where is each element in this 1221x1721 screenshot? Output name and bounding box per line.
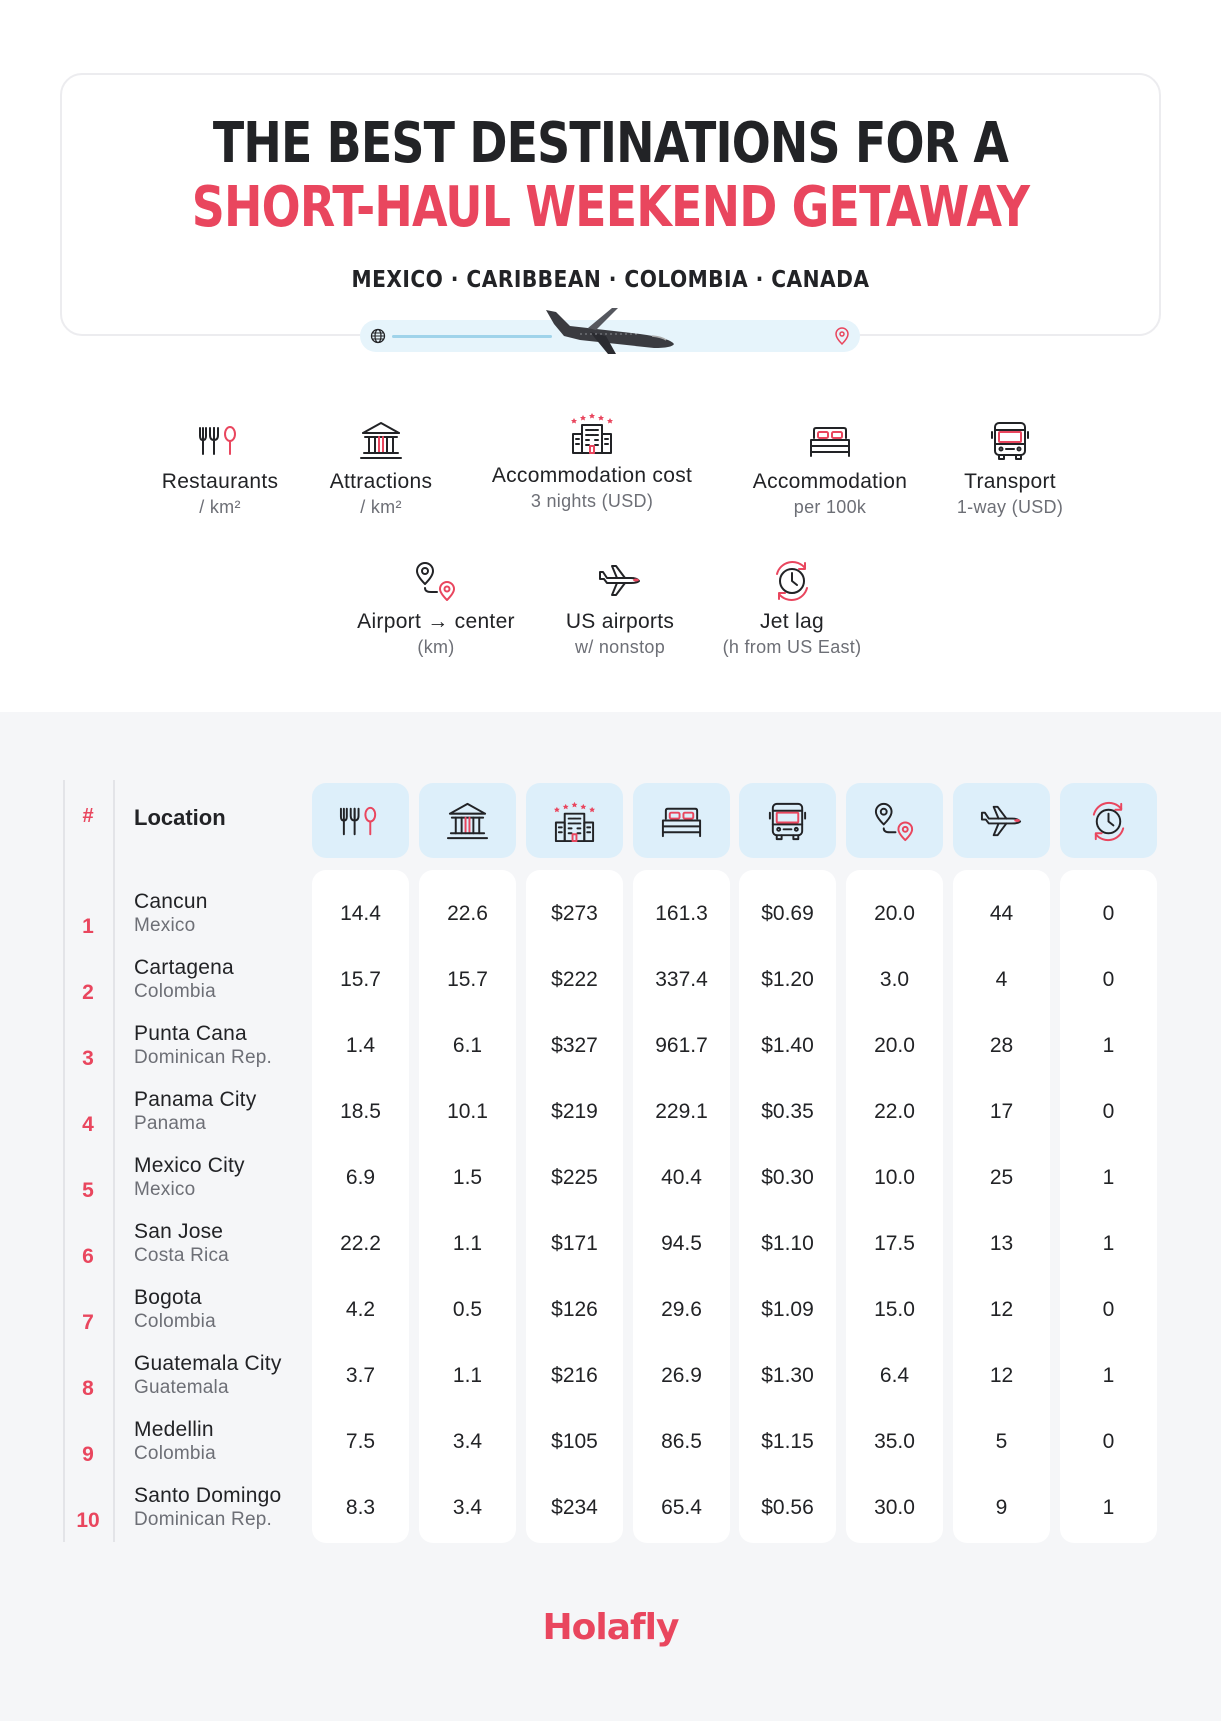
table-cell: 10.0 [874,1166,915,1189]
country-name: Costa Rica [134,1245,229,1266]
city-name: Santo Domingo [134,1484,282,1507]
ranking-table [0,712,1221,1721]
restaurant-icon [150,418,290,464]
location-header: Location [134,805,226,830]
attraction-icon [311,418,451,464]
rank-number: 6 [82,1245,94,1268]
clock-icon [712,558,872,604]
legend-title: Airport → center [357,610,515,633]
bed-icon [740,418,920,464]
rank-number: 9 [82,1443,94,1466]
table-cell: 3.7 [345,1364,376,1387]
table-cell: 0 [1102,1298,1115,1321]
legend-airport-center [346,558,526,658]
table-cell: $0.35 [761,1100,814,1123]
table-cell: 1.5 [452,1166,483,1189]
plane-icon [545,558,695,604]
table-cell: 15.7 [447,968,488,991]
table-cell: 7.5 [345,1430,376,1453]
rank-number: 4 [82,1113,94,1136]
column-header [1060,783,1157,858]
table-cell: 30.0 [874,1496,915,1519]
rank-header: # [82,805,94,827]
table-cell: $1.30 [761,1364,814,1387]
rank-number: 2 [82,981,94,1004]
table-cell: 12 [989,1298,1014,1321]
legend-subtitle: (km) [417,637,455,657]
page-title-line2: SHORT-HAUL WEEKEND GETAWAY [191,175,1030,240]
route-icon [346,558,526,604]
table-cell: 13 [989,1232,1014,1255]
table-cell: 22.2 [340,1232,381,1255]
table-cell: 6.9 [345,1166,376,1189]
table-cell: 94.5 [661,1232,702,1255]
table-cell: 40.4 [661,1166,702,1189]
legend-subtitle: / km² [199,497,241,517]
table-cell: $105 [551,1430,598,1453]
city-name: San Jose [134,1220,224,1243]
table-cell: 3.4 [452,1496,483,1519]
table-cell: 65.4 [661,1496,702,1519]
table-cell: 1.1 [452,1364,483,1387]
table-cell: $171 [551,1232,598,1255]
rank-number: 1 [82,915,94,938]
country-name: Panama [134,1113,206,1134]
country-name: Colombia [134,981,216,1002]
legend-title: Restaurants [161,470,279,493]
table-cell: 0 [1102,968,1115,991]
legend-title: Jet lag [760,610,824,633]
city-name: Panama City [134,1088,257,1111]
hotel-icon [472,410,712,456]
country-name: Guatemala [134,1377,229,1398]
table-cell: 6.1 [452,1034,483,1057]
table-cell: 15.0 [874,1298,915,1321]
legend-attractions [311,418,451,518]
table-cell: $222 [551,968,598,991]
brand-logo: Holafly [542,1607,679,1648]
country-name: Colombia [134,1443,216,1464]
rank-number: 7 [82,1311,94,1334]
route-progress-line [392,335,552,338]
table-cell: $327 [551,1034,598,1057]
rank-number: 5 [82,1179,94,1202]
table-cell: 26.9 [661,1364,702,1387]
table-cell: $273 [551,902,598,925]
legend-title: US airports [565,610,675,633]
city-name: Guatemala City [134,1352,282,1375]
table-cell: 3.0 [879,968,910,991]
table-cell: 1 [1102,1232,1115,1255]
table-cell: 8.3 [345,1496,376,1519]
table-cell: 4 [995,968,1008,991]
table-cell: 17.5 [874,1232,915,1255]
city-name: Punta Cana [134,1022,247,1045]
column-header [312,783,409,858]
legend-subtitle: w/ nonstop [574,637,666,657]
country-name: Colombia [134,1311,216,1332]
table-cell: 9 [995,1496,1008,1519]
country-name: Mexico [134,915,196,936]
table-cell: 961.7 [655,1034,708,1057]
table-cell: 22.6 [447,902,488,925]
table-cell: 25 [989,1166,1014,1189]
column-header [739,783,836,858]
table-cell: $1.40 [761,1034,814,1057]
legend-subtitle: / km² [360,497,402,517]
column-header [953,783,1050,858]
table-cell: 14.4 [340,902,381,925]
table-cell: 4.2 [345,1298,376,1321]
legend-accommodation-cost [472,410,712,512]
legend-restaurants [150,418,290,518]
divider [113,780,115,1542]
table-cell: 29.6 [661,1298,702,1321]
table-cell: 28 [989,1034,1014,1057]
city-name: Mexico City [134,1154,245,1177]
legend-title: Accommodation cost [491,464,693,487]
legend-transport [940,418,1080,518]
table-cell: 1.1 [452,1232,483,1255]
table-cell: 0.5 [452,1298,483,1321]
legend-title: Accommodation [752,470,908,493]
table-cell: $126 [551,1298,598,1321]
page-title-line1: THE BEST DESTINATIONS FOR A [212,111,1009,176]
rank-number: 8 [82,1377,94,1400]
rank-number: 10 [76,1509,100,1532]
table-cell: 161.3 [655,902,708,925]
table-cell: 1.4 [345,1034,376,1057]
table-cell: 1 [1102,1496,1115,1519]
table-cell: 1 [1102,1166,1115,1189]
table-cell: $1.09 [761,1298,814,1321]
column-header [846,783,943,858]
table-cell: 35.0 [874,1430,915,1453]
table-cell: $1.15 [761,1430,814,1453]
table-cell: 229.1 [655,1100,708,1123]
table-cell: 17 [989,1100,1014,1123]
table-cell: 5 [995,1430,1008,1453]
divider [63,780,65,1542]
table-cell: 0 [1102,1430,1115,1453]
table-cell: 20.0 [874,902,915,925]
globe-icon [370,328,386,344]
legend-accommodation [740,418,920,518]
table-cell: $1.20 [761,968,814,991]
table-cell: 10.1 [447,1100,488,1123]
column-header [526,783,623,858]
bus-icon [940,418,1080,464]
table-cell: $225 [551,1166,598,1189]
city-name: Medellin [134,1418,214,1441]
table-cell: 1 [1102,1364,1115,1387]
destination-pin-icon [834,326,850,346]
table-cell: $0.30 [761,1166,814,1189]
table-cell: 0 [1102,902,1115,925]
table-cell: 6.4 [879,1364,910,1387]
table-cell: $216 [551,1364,598,1387]
region-subtitle: MEXICO · CARIBBEAN · COLOMBIA · CANADA [351,267,870,293]
table-cell: 22.0 [874,1100,915,1123]
legend-us-airports [545,558,695,658]
table-cell: 44 [989,902,1014,925]
airplane-icon [540,300,680,360]
legend-title: Transport [964,470,1056,493]
table-cell: $0.69 [761,902,814,925]
legend-subtitle: 3 nights (USD) [530,491,654,511]
country-name: Mexico [134,1179,196,1200]
table-cell: $219 [551,1100,598,1123]
table-cell: $0.56 [761,1496,814,1519]
table-cell: 15.7 [340,968,381,991]
column-header [419,783,516,858]
table-cell: 20.0 [874,1034,915,1057]
legend-title: Attractions [329,470,433,493]
title-card [60,73,1161,336]
city-name: Bogota [134,1286,202,1309]
legend-jet-lag [712,558,872,658]
table-cell: 18.5 [340,1100,381,1123]
legend-subtitle: 1-way (USD) [956,497,1064,517]
rank-number: 3 [82,1047,94,1070]
table-cell: 337.4 [655,968,708,991]
table-cell: 1 [1102,1034,1115,1057]
city-name: Cancun [134,890,208,913]
legend-subtitle: (h from US East) [722,637,862,657]
table-cell: 12 [989,1364,1014,1387]
column-header [633,783,730,858]
table-cell: 86.5 [661,1430,702,1453]
country-name: Dominican Rep. [134,1047,272,1068]
city-name: Cartagena [134,956,234,979]
table-cell: $234 [551,1496,598,1519]
legend-subtitle: per 100k [793,497,867,517]
table-cell: $1.10 [761,1232,814,1255]
table-cell: 3.4 [452,1430,483,1453]
country-name: Dominican Rep. [134,1509,272,1530]
table-cell: 0 [1102,1100,1115,1123]
